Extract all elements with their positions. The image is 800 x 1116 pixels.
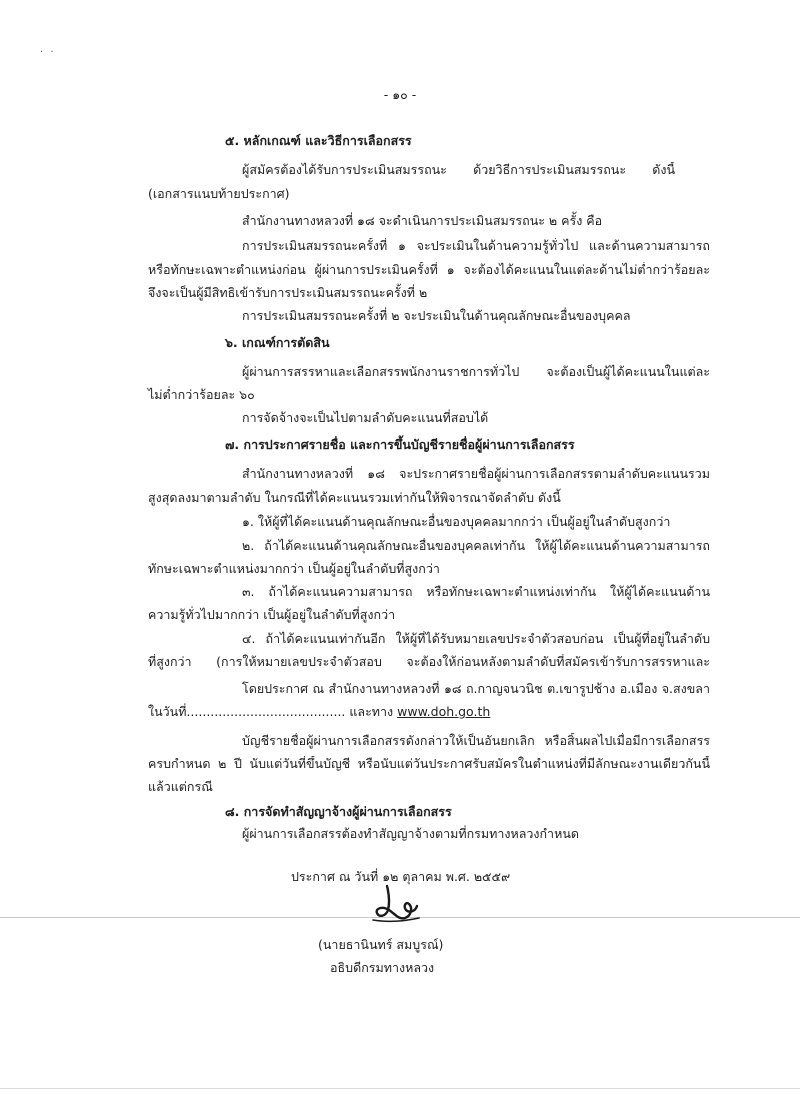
- section-7-heading: ๗. การประกาศรายชื่อ และการขึ้นบัญชีรายชื่อผู้ผ่านการเลือกสรร: [225, 437, 575, 452]
- section-5-heading: ๕. หลักเกณฑ์ และวิธีการเลือกสรร: [225, 133, 412, 148]
- section-7-item-4-cont: ที่สูงกว่า (การให้หมายเลขประจำตัวสอบ จะต้องให้ก่อนหลังตามลำดับที่สมัครเข้ารับการสรรหาและ: [148, 654, 710, 669]
- section-7-para-3-line-2: ครบกำหนด ๒ ปี นับแต่วันที่ขึ้นบัญชี หรือนับแต่วันประกาศรับสมัครในตำแหน่งที่มีลักษณะงานเดียวกันนี้: [148, 756, 710, 771]
- section-6-para-1-cont: ไม่ต่ำกว่าร้อยละ ๖๐: [148, 387, 255, 402]
- section-7-para-2-cont: [148, 704, 490, 720]
- section-7-para-1: สำนักงานทางหลวงที่ ๑๘ จะประกาศรายชื่อผู้ผ่านการเลือกสรรตามลำดับคะแนนรวม: [242, 466, 710, 481]
- announce-date-line: ในวันที่........................................ และทาง: [148, 704, 394, 719]
- signer-name: (นายธานินทร์ สมบูรณ์): [318, 937, 444, 952]
- announcement-date: ประกาศ ณ วันที่ ๑๒ ตุลาคม พ.ศ. ๒๕๕๙: [291, 869, 511, 884]
- scan-marks: . .: [40, 44, 56, 55]
- section-7-para-3: บัญชีรายชื่อผู้ผ่านการเลือกสรรดังกล่าวให้เป็นอันยกเลิก หรือสิ้นผลไปเมื่อมีการเลือกสรร: [242, 733, 710, 748]
- website-link[interactable]: www.doh.go.th: [397, 704, 491, 719]
- section-7-para-3-line-3: แล้วแต่กรณี: [148, 779, 213, 794]
- page-number: - ๑๐ -: [383, 87, 417, 102]
- section-5-para-2: สำนักงานทางหลวงที่ ๑๘ จะดำเนินการประเมินสมรรถนะ ๒ ครั้ง คือ: [242, 213, 603, 228]
- section-5-para-1: ผู้สมัครต้องได้รับการประเมินสมรรถนะ ด้วยวิธีการประเมินสมรรถนะ ดังนี้: [242, 162, 675, 177]
- bottom-scan-line: [0, 1088, 800, 1089]
- section-7-para-2: โดยประกาศ ณ สำนักงานทางหลวงที่ ๑๘ ถ.กาญจนวนิช ต.เขารูปช้าง อ.เมือง จ.สงขลา: [242, 681, 710, 696]
- section-7-item-3: ๓. ถ้าได้คะแนนความสามารถ หรือทักษะเฉพาะตำแหน่งเท่ากัน ให้ผู้ได้คะแนนด้าน: [242, 584, 710, 599]
- section-7-para-1-cont: สูงสุดลงมาตามลำดับ ในกรณีที่ได้คะแนนรวมเท่ากันให้พิจารณาจัดลำดับ ดังนี้: [148, 490, 561, 505]
- section-8-heading: ๘. การจัดทำสัญญาจ้างผู้ผ่านการเลือกสรร: [225, 804, 452, 819]
- signature: [365, 880, 425, 928]
- section-5-para-4: การประเมินสมรรถนะครั้งที่ ๒ จะประเมินในด้านคุณลักษณะอื่นของบุคคล: [242, 308, 631, 323]
- section-6-para-2: การจัดจ้างจะเป็นไปตามลำดับคะแนนที่สอบได้: [242, 410, 489, 425]
- section-6-heading: ๖. เกณฑ์การตัดสิน: [225, 335, 330, 350]
- section-5-para-3-line-3: จึงจะเป็นผู้มีสิทธิเข้ารับการประเมินสมรรถนะครั้งที่ ๒: [148, 285, 428, 300]
- signer-position: อธิบดีกรมทางหลวง: [330, 960, 435, 975]
- section-5-para-3: การประเมินสมรรถนะครั้งที่ ๑ จะประเมินในด้านความรู้ทั่วไป และด้านความสามารถ: [242, 238, 710, 253]
- section-7-item-2-cont: ทักษะเฉพาะตำแหน่งมากกว่า เป็นผู้อยู่ในลำดับที่สูงกว่า: [148, 561, 440, 576]
- section-7-item-2: ๒. ถ้าได้คะแนนด้านคุณลักษณะอื่นของบุคคลเท่ากัน ให้ผู้ได้คะแนนด้านความสามารถ: [242, 538, 710, 553]
- section-5-para-3-line-2: หรือทักษะเฉพาะตำแหน่งก่อน ผู้ผ่านการประเมินครั้งที่ ๑ จะต้องได้คะแนนในแต่ละด้านไม่ต่ำกว่าร้อยละ: [148, 262, 710, 277]
- section-5-para-1-cont: (เอกสารแนบท้ายประกาศ): [148, 186, 290, 201]
- section-6-para-1: ผู้ผ่านการสรรหาและเลือกสรรพนักงานราชการทั่วไป จะต้องเป็นผู้ได้คะแนนในแต่ละ: [242, 364, 710, 379]
- section-7-item-1: ๑. ให้ผู้ที่ได้คะแนนด้านคุณลักษณะอื่นของบุคคลมากกว่า เป็นผู้อยู่ในลำดับสูงกว่า: [242, 514, 671, 529]
- section-7-item-4: ๔. ถ้าได้คะแนนเท่ากันอีก ให้ผู้ที่ได้รับหมายเลขประจำตัวสอบก่อน เป็นผู้ที่อยู่ในลำดับ: [242, 631, 710, 646]
- section-7-item-3-cont: ความรู้ทั่วไปมากกว่า เป็นผู้อยู่ในลำดับที่สูงกว่า: [148, 607, 396, 622]
- section-8-para-1: ผู้ผ่านการเลือกสรรต้องทำสัญญาจ้างตามที่กรมทางหลวงกำหนด: [242, 826, 579, 841]
